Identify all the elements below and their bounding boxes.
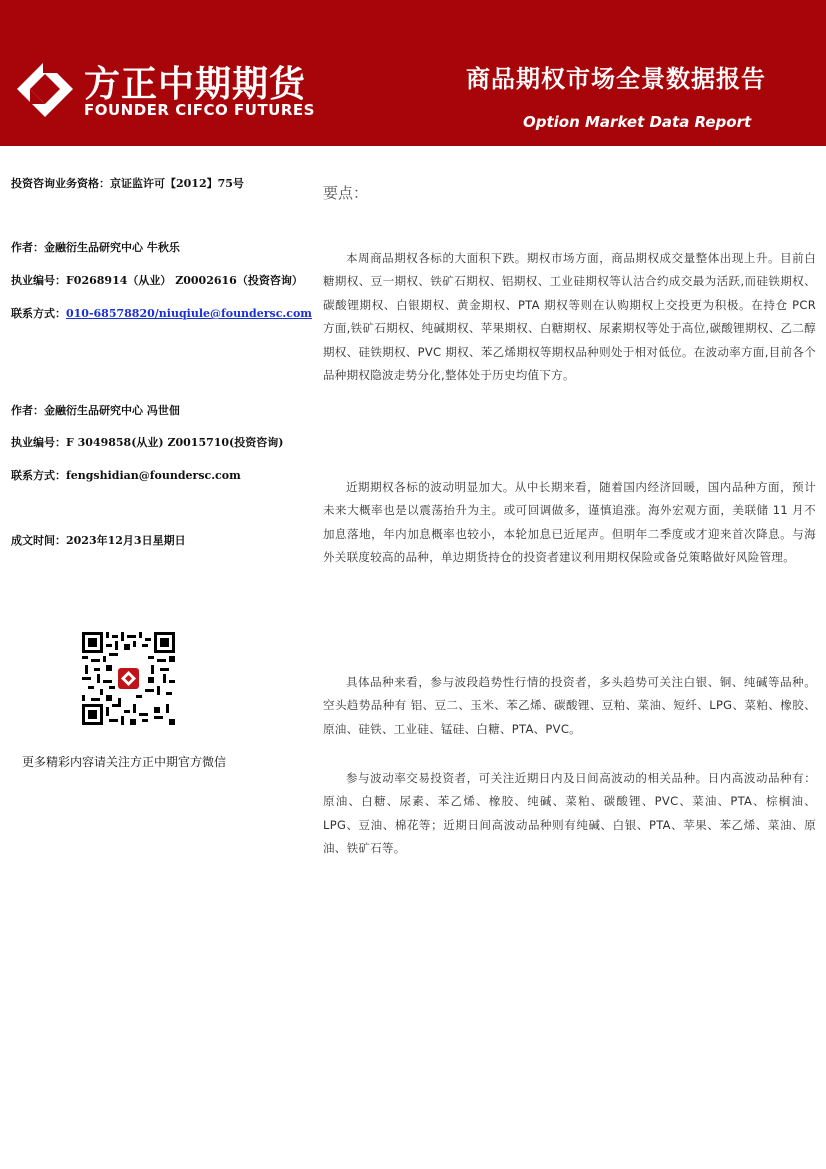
author2-name: 作者：金融衍生品研究中心 冯世佃 [11,404,180,417]
volatility-paragraph: 参与波动率交易投资者，可关注近期日内及日间高波动的相关品种。日内高波动品种有：原油、白糖、尿素、苯乙烯、橡胶、纯碱、菜粕、碳酸锂、PVC、菜油、PTA、棕榈油、LPG、豆油、棉花等；近期日间高波动品种则有纯碱、白银、PTA、苹果、苯乙烯、菜油、原油、铁矿石等。 [323,771,816,856]
brand-name-en: FOUNDER CIFCO FUTURES [84,101,315,119]
trend-paragraph: 具体品种来看，参与波段趋势性行情的投资者，多头趋势可关注白银、铜、纯碱等品种。空头趋势品种有 铝、豆二、玉米、苯乙烯、碳酸锂、豆粕、菜油、短纤、LPG、菜粕、橡胶、原油、硅铁、工业硅、锰硅、白糖、PTA、PVC。 [323,675,816,736]
qr-caption: 更多精彩内容请关注方正中期官方微信 [22,755,227,769]
author2-contact: 联系方式：fengshidian@foundersc.com [11,469,241,482]
report-subtitle: Option Market Data Report [523,113,752,131]
qr-code-icon [82,632,175,725]
summary-paragraph: 本周商品期权各标的大面积下跌。期权市场方面，商品期权成交量整体出现上升。目前白糖期权、豆一期权、铁矿石期权、铝期权、工业硅期权等认沽合约成交最为活跃,而硅铁期权、碳酸锂期权、白银期权、黄金期权、PTA 期权等则在认购期权上交投更为积极。在持仓 PCR 方面,铁矿石期权、纯碱期权、苹果期权、白糖期权、尿素期权等处于高位,碳酸锂期权、乙二醇期权、硅铁期权、PVC 期权、苯乙烯期权等期权品种则处于相对低位。在波动率方面,目前各个品种期权隐波走势分化,整体处于历史均值下方。 [323,251,816,383]
report-title: 商品期权市场全景数据报告 [466,65,766,93]
founder-logo-icon [16,60,74,118]
brand-name-cn: 方正中期期货 [84,64,307,105]
author2-license: 执业编号：F 3049858(从业) Z0015710(投资咨询) [11,436,284,449]
author1-contact [11,305,312,321]
outlook-paragraph: 近期期权各标的波动明显加大。从中长期来看，随着国内经济回暖，国内品种方面，预计未来大概率也是以震荡抬升为主。或可回调做多，谨慎追涨。海外宏观方面，美联储 11 月不加息落地，年内加息概率也较小，本轮加息已近尾声。但明年二季度或才迎来首次降息。与海外关联度较高的品种，单边期货持仓的投资者建议利用期权保险或备兑策略做好风险管理。 [323,480,816,565]
author1-contact-link[interactable]: 010-68578820/niuqiule@foundersc.com [66,307,312,320]
publish-date: 成文时间：2023年12月3日星期日 [11,534,186,547]
author1-contact-label: 联系方式： [11,307,66,320]
section-title: 要点： [323,184,369,202]
author1-name: 作者：金融衍生品研究中心 牛秋乐 [11,241,180,254]
qualification-line: 投资咨询业务资格：京证监许可【2012】75号 [11,177,244,190]
header-banner [0,0,826,146]
author1-license: 执业编号：F0268914（从业） Z0002616（投资咨询） [11,274,303,287]
